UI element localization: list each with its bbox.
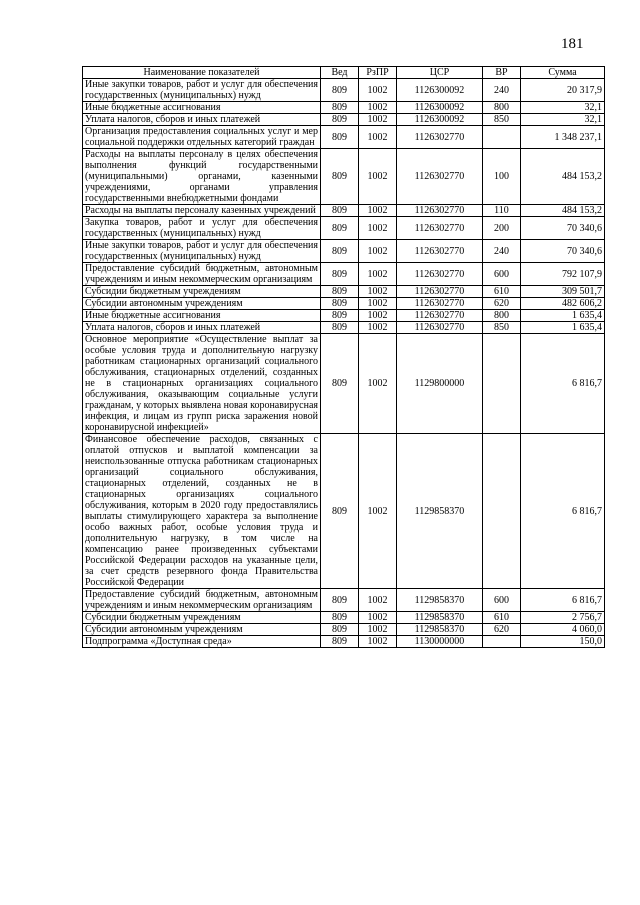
- row-csr-cell: 1126302770: [397, 263, 483, 286]
- row-csr-cell: 1126302770: [397, 298, 483, 310]
- row-rzpr-cell: 1002: [359, 217, 397, 240]
- header-ved: Вед: [321, 67, 359, 79]
- row-rzpr-cell: 1002: [359, 589, 397, 612]
- row-ved-cell: 809: [321, 334, 359, 434]
- row-rzpr-cell: 1002: [359, 79, 397, 102]
- row-csr-cell: 1126302770: [397, 310, 483, 322]
- budget-table: [82, 66, 605, 648]
- row-sum-cell: 150,0: [521, 636, 605, 648]
- row-sum-cell: 792 107,9: [521, 263, 605, 286]
- table-row: [83, 205, 605, 217]
- row-ved-cell: 809: [321, 434, 359, 589]
- row-vr-cell: [483, 636, 521, 648]
- row-rzpr-cell: 1002: [359, 612, 397, 624]
- row-name-cell: Основное мероприятие «Осуществление выплат за особые условия труда и дополнительную нагрузку работникам стационарных организаций социального обслуживания, стационарных отделений, созданных не в стационарных организациях социального обслуживания, оказывающим социальные услуги гражданам, у которых выявлена новая коронавирусная инфекция, и лицам из групп риска заражения новой коронавирусной инфекцией»: [83, 334, 321, 434]
- row-csr-cell: 1126302770: [397, 322, 483, 334]
- row-csr-cell: 1130000000: [397, 636, 483, 648]
- row-vr-cell: 850: [483, 322, 521, 334]
- row-vr-cell: 200: [483, 217, 521, 240]
- row-name-cell: Субсидии автономным учреждениям: [83, 624, 321, 636]
- row-sum-cell: 70 340,6: [521, 240, 605, 263]
- row-csr-cell: 1129858370: [397, 434, 483, 589]
- row-sum-cell: 6 816,7: [521, 334, 605, 434]
- row-name-cell: Уплата налогов, сборов и иных платежей: [83, 322, 321, 334]
- table-row: [83, 612, 605, 624]
- row-vr-cell: 600: [483, 263, 521, 286]
- row-sum-cell: 482 606,2: [521, 298, 605, 310]
- row-ved-cell: 809: [321, 310, 359, 322]
- row-vr-cell: 620: [483, 624, 521, 636]
- row-vr-cell: 110: [483, 205, 521, 217]
- header-vr: ВР: [483, 67, 521, 79]
- row-vr-cell: 850: [483, 114, 521, 126]
- row-sum-cell: 484 153,2: [521, 205, 605, 217]
- row-name-cell: Иные бюджетные ассигнования: [83, 310, 321, 322]
- table-row: [83, 310, 605, 322]
- row-csr-cell: 1126300092: [397, 79, 483, 102]
- row-ved-cell: 809: [321, 114, 359, 126]
- table-row: [83, 322, 605, 334]
- row-name-cell: Иные закупки товаров, работ и услуг для обеспечения государственных (муниципальных) нужд: [83, 79, 321, 102]
- row-sum-cell: 2 756,7: [521, 612, 605, 624]
- row-csr-cell: 1129858370: [397, 589, 483, 612]
- table-row: [83, 149, 605, 205]
- row-ved-cell: 809: [321, 205, 359, 217]
- row-sum-cell: 6 816,7: [521, 434, 605, 589]
- row-rzpr-cell: 1002: [359, 334, 397, 434]
- row-rzpr-cell: 1002: [359, 636, 397, 648]
- header-csr: ЦСР: [397, 67, 483, 79]
- row-ved-cell: 809: [321, 79, 359, 102]
- row-vr-cell: 600: [483, 589, 521, 612]
- row-vr-cell: 610: [483, 286, 521, 298]
- row-rzpr-cell: 1002: [359, 434, 397, 589]
- row-vr-cell: 800: [483, 102, 521, 114]
- row-vr-cell: [483, 126, 521, 149]
- row-name-cell: Расходы на выплаты персоналу казенных учреждений: [83, 205, 321, 217]
- row-rzpr-cell: 1002: [359, 114, 397, 126]
- row-rzpr-cell: 1002: [359, 205, 397, 217]
- row-rzpr-cell: 1002: [359, 322, 397, 334]
- row-sum-cell: 6 816,7: [521, 589, 605, 612]
- row-name-cell: Иные бюджетные ассигнования: [83, 102, 321, 114]
- table-row: [83, 240, 605, 263]
- row-csr-cell: 1129858370: [397, 624, 483, 636]
- header-rzpr: РзПР: [359, 67, 397, 79]
- table-row: [83, 589, 605, 612]
- row-rzpr-cell: 1002: [359, 286, 397, 298]
- row-ved-cell: 809: [321, 263, 359, 286]
- table-row: [83, 102, 605, 114]
- row-name-cell: Предоставление субсидий бюджетным, автономным учреждениям и иным некоммерческим организациям: [83, 589, 321, 612]
- row-ved-cell: 809: [321, 636, 359, 648]
- row-vr-cell: [483, 334, 521, 434]
- row-sum-cell: 1 635,4: [521, 322, 605, 334]
- row-ved-cell: 809: [321, 286, 359, 298]
- row-sum-cell: 20 317,9: [521, 79, 605, 102]
- row-ved-cell: 809: [321, 102, 359, 114]
- row-vr-cell: 610: [483, 612, 521, 624]
- row-rzpr-cell: 1002: [359, 624, 397, 636]
- row-ved-cell: 809: [321, 240, 359, 263]
- row-vr-cell: 100: [483, 149, 521, 205]
- row-csr-cell: 1126300092: [397, 114, 483, 126]
- table-row: [83, 79, 605, 102]
- row-name-cell: Финансовое обеспечение расходов, связанных с оплатой отпусков и выплатой компенсации за неиспользованные отпуска работникам стационарных организаций социального обслуживания, стационарных отделений, созданных не в стационарных организациях социального обслуживания, которым в 2020 году предоставлялись выплаты стимулирующего характера за выполнение особо важных работ, особые условия труда и дополнительную нагрузку, в том числе на компенсацию ранее произведенных субъектами Российской Федерации расходов на указанные цели, за счет средств резервного фонда Правительства Российской Федерации: [83, 434, 321, 589]
- table-row: [83, 334, 605, 434]
- row-ved-cell: 809: [321, 126, 359, 149]
- row-vr-cell: 240: [483, 79, 521, 102]
- row-rzpr-cell: 1002: [359, 240, 397, 263]
- row-rzpr-cell: 1002: [359, 126, 397, 149]
- row-ved-cell: 809: [321, 589, 359, 612]
- row-sum-cell: 1 348 237,1: [521, 126, 605, 149]
- table-row: [83, 286, 605, 298]
- row-sum-cell: 309 501,7: [521, 286, 605, 298]
- table-row: [83, 114, 605, 126]
- row-sum-cell: 70 340,6: [521, 217, 605, 240]
- row-csr-cell: 1126302770: [397, 149, 483, 205]
- table-row: [83, 624, 605, 636]
- row-csr-cell: 1126302770: [397, 205, 483, 217]
- row-rzpr-cell: 1002: [359, 102, 397, 114]
- table-row: [83, 263, 605, 286]
- row-csr-cell: 1126302770: [397, 126, 483, 149]
- row-ved-cell: 809: [321, 322, 359, 334]
- row-name-cell: Расходы на выплаты персоналу в целях обеспечения выполнения функций государственными (муниципальными) органами, казенными учреждениями, органами управления государственными внебюджетными фондами: [83, 149, 321, 205]
- header-name: Наименование показателей: [83, 67, 321, 79]
- row-ved-cell: 809: [321, 217, 359, 240]
- row-csr-cell: 1126302770: [397, 286, 483, 298]
- row-name-cell: Закупка товаров, работ и услуг для обеспечения государственных (муниципальных) нужд: [83, 217, 321, 240]
- row-ved-cell: 809: [321, 624, 359, 636]
- row-rzpr-cell: 1002: [359, 298, 397, 310]
- row-name-cell: Уплата налогов, сборов и иных платежей: [83, 114, 321, 126]
- page-number: 181: [561, 36, 584, 52]
- row-csr-cell: 1129858370: [397, 612, 483, 624]
- row-ved-cell: 809: [321, 298, 359, 310]
- row-csr-cell: 1129800000: [397, 334, 483, 434]
- row-name-cell: Организация предоставления социальных услуг и мер социальной поддержки отдельных категорий граждан: [83, 126, 321, 149]
- row-vr-cell: [483, 434, 521, 589]
- row-ved-cell: 809: [321, 149, 359, 205]
- row-sum-cell: 32,1: [521, 102, 605, 114]
- row-vr-cell: 240: [483, 240, 521, 263]
- row-sum-cell: 484 153,2: [521, 149, 605, 205]
- row-csr-cell: 1126302770: [397, 240, 483, 263]
- table-row: [83, 298, 605, 310]
- table-row: [83, 434, 605, 589]
- row-vr-cell: 800: [483, 310, 521, 322]
- header-sum: Сумма: [521, 67, 605, 79]
- row-name-cell: Субсидии бюджетным учреждениям: [83, 612, 321, 624]
- row-name-cell: Субсидии бюджетным учреждениям: [83, 286, 321, 298]
- row-sum-cell: 4 060,0: [521, 624, 605, 636]
- row-ved-cell: 809: [321, 612, 359, 624]
- row-rzpr-cell: 1002: [359, 149, 397, 205]
- table-row: [83, 217, 605, 240]
- table-row: [83, 636, 605, 648]
- row-sum-cell: 32,1: [521, 114, 605, 126]
- row-name-cell: Субсидии автономным учреждениям: [83, 298, 321, 310]
- row-vr-cell: 620: [483, 298, 521, 310]
- row-name-cell: Подпрограмма «Доступная среда»: [83, 636, 321, 648]
- row-csr-cell: 1126302770: [397, 217, 483, 240]
- table-row: [83, 126, 605, 149]
- row-name-cell: Предоставление субсидий бюджетным, автономным учреждениям и иным некоммерческим организациям: [83, 263, 321, 286]
- row-csr-cell: 1126300092: [397, 102, 483, 114]
- row-sum-cell: 1 635,4: [521, 310, 605, 322]
- row-rzpr-cell: 1002: [359, 310, 397, 322]
- table-header-row: [83, 67, 605, 79]
- row-rzpr-cell: 1002: [359, 263, 397, 286]
- row-name-cell: Иные закупки товаров, работ и услуг для обеспечения государственных (муниципальных) нужд: [83, 240, 321, 263]
